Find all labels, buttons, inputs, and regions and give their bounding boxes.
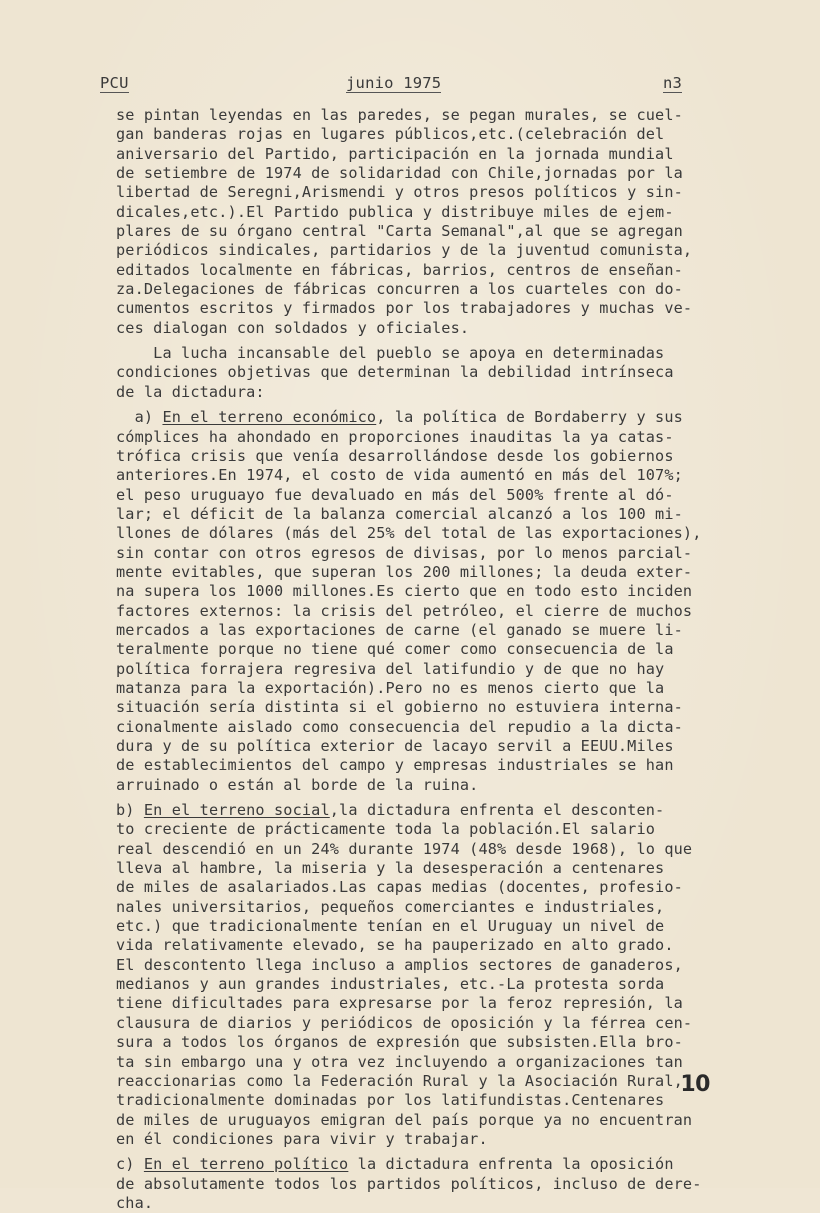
text-line: La lucha incansable del pueblo se apoya en determinadas xyxy=(116,344,665,363)
text-line: llones de dólares (más del 25% del total de las exportaciones), xyxy=(116,524,702,543)
text-line: trófica crisis que venía desarrollándose desde los gobiernos xyxy=(116,446,674,465)
text-line: ta sin embargo una y otra vez incluyendo a organizaciones tan xyxy=(116,1052,683,1071)
text-line: condiciones objetivas que determinan la debilidad intrínseca xyxy=(116,363,674,382)
text-line: medianos y aun grandes industriales, etc.-La protesta sorda xyxy=(116,975,665,994)
paragraph xyxy=(116,408,740,795)
text-line: de absolutamente todos los partidos políticos, incluso de dere- xyxy=(116,1174,702,1193)
text-line: de establecimientos del campo y empresas industriales se han xyxy=(116,756,674,775)
underlined-heading: En el terreno social xyxy=(143,801,330,820)
underlined-heading: En el terreno económico xyxy=(162,408,377,427)
text-line: cómplices ha ahondado en proporciones inauditas la ya catas- xyxy=(116,427,674,446)
text-line: de setiembre de 1974 de solidaridad con Chile,jornadas por la xyxy=(116,164,683,183)
text-line: vida relativamente elevado, se ha pauperizado en alto grado. xyxy=(116,936,674,955)
text-line: dicales,etc.).El Partido publica y distribuye miles de ejem- xyxy=(116,202,674,221)
text-line: plares de su órgano central "Carta Semanal",al que se agregan xyxy=(116,222,683,241)
text-line: cionalmente aislado como consecuencia del repudio a la dicta- xyxy=(116,717,683,736)
text-line: to creciente de prácticamente toda la población.El salario xyxy=(116,820,656,839)
text-line: en él condiciones para vivir y trabajar. xyxy=(116,1129,488,1148)
text-line: real descendió en un 24% durante 1974 (48% desde 1968), lo que xyxy=(116,839,693,858)
text-line: situación sería distinta si el gobierno no estuviera interna- xyxy=(116,698,683,717)
text-line: sin contar con otros egresos de divisas, por lo menos parcial- xyxy=(116,543,693,562)
text-line: cumentos escritos y firmados por los trabajadores y muchas ve- xyxy=(116,299,693,318)
text-line: na supera los 1000 millones.Es cierto que en todo esto inciden xyxy=(116,582,693,601)
underlined-heading: En el terreno político xyxy=(143,1155,349,1174)
text-line: za.Delegaciones de fábricas concurren a los cuarteles con do- xyxy=(116,280,683,299)
text-line: editados localmente en fábricas, barrios, centros de enseñan- xyxy=(116,260,683,279)
header-issue-number: n3 xyxy=(663,74,683,92)
text-line: de la dictadura: xyxy=(116,382,265,401)
text-line: etc.) que tradicionalmente tenían en el Uruguay un nivel de xyxy=(116,917,665,936)
text-line: b) En el terreno social,la dictadura enfrenta el desconten- xyxy=(116,801,665,820)
text-line: sura a todos los órganos de expresión que subsisten.Ella bro- xyxy=(116,1033,683,1052)
paragraph xyxy=(116,106,740,338)
text-line: se pintan leyendas en las paredes, se pegan murales, se cuel- xyxy=(116,106,683,124)
text-line: ces dialogan con soldados y oficiales. xyxy=(116,318,470,337)
paragraph xyxy=(116,1155,740,1213)
text-line: mente evitables, que superan los 200 millones; la deuda exter- xyxy=(116,562,693,581)
text-line: libertad de Seregni,Arismendi y otros presos políticos y sin- xyxy=(116,183,683,202)
text-line: nales universitarios, pequeños comerciantes e industriales, xyxy=(116,897,665,916)
text-line: tiene dificultades para expresarse por la feroz represión, la xyxy=(116,994,683,1013)
page-number: 10 xyxy=(680,1072,710,1097)
header-date: junio 1975 xyxy=(346,74,442,92)
text-line: a) En el terreno económico, la política de Bordaberry y sus xyxy=(116,408,683,427)
header-left: PCU xyxy=(100,74,129,92)
text-line: lar; el déficit de la balanza comercial alcanzó a los 100 mi- xyxy=(116,504,683,523)
text-line: anteriores.En 1974, el costo de vida aumentó en más del 107%; xyxy=(116,466,683,485)
text-line: lleva al hambre, la miseria y la desesperación a centenares xyxy=(116,859,665,878)
text-line: El descontento llega incluso a amplios sectores de ganaderos, xyxy=(116,955,683,974)
text-line: el peso uruguayo fue devaluado en más del 500% frente al dó- xyxy=(116,485,674,504)
text-line: matanza para la exportación).Pero no es menos cierto que la xyxy=(116,678,665,697)
text-line: política forrajera regresiva del latifundio y de que no hay xyxy=(116,659,665,678)
text-line: clausura de diarios y periódicos de oposición y la férrea cen- xyxy=(116,1013,693,1032)
text-line: periódicos sindicales, partidarios y de la juventud comunista, xyxy=(116,241,693,260)
text-line: reaccionarias como la Federación Rural y la Asociación Rural, xyxy=(116,1071,683,1090)
text-line: de miles de uruguayos emigran del país porque ya no encuentran xyxy=(116,1110,693,1129)
text-line: c) En el terreno político la dictadura enfrenta la oposición xyxy=(116,1155,674,1174)
text-line: dura y de su política exterior de lacayo servil a EEUU.Miles xyxy=(116,737,674,755)
text-line: arruinado o están al borde de la ruina. xyxy=(116,775,479,794)
text-line: mercados a las exportaciones de carne (el ganado se muere li- xyxy=(116,620,683,639)
text-line: teralmente porque no tiene qué comer como consecuencia de la xyxy=(116,640,674,659)
document-body xyxy=(116,106,740,1213)
text-line: factores externos: la crisis del petróleo, el cierre de muchos xyxy=(116,601,693,620)
page-header xyxy=(96,74,706,96)
paragraph xyxy=(116,344,740,402)
paragraph xyxy=(116,801,740,1149)
text-line: tradicionalmente dominadas por los latifundistas.Centenares xyxy=(116,1091,665,1110)
text-line: de miles de asalariados.Las capas medias (docentes, profesio- xyxy=(116,878,683,897)
text-line: aniversario del Partido, participación en la jornada mundial xyxy=(116,144,674,163)
text-line: gan banderas rojas en lugares públicos,etc.(celebración del xyxy=(116,125,665,144)
text-line: cha. xyxy=(116,1193,154,1212)
